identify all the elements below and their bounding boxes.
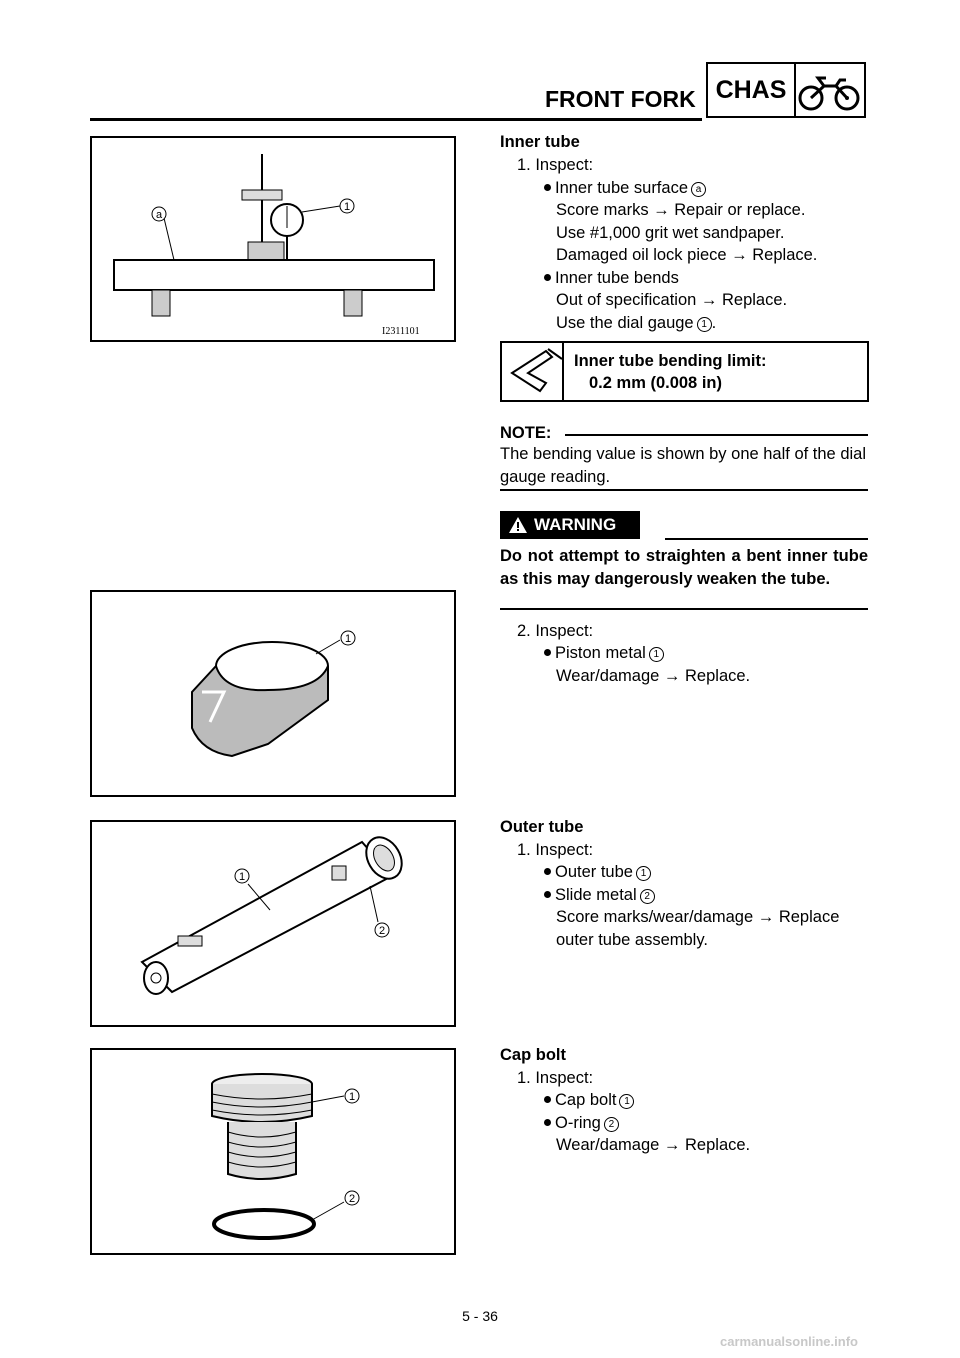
spec-divider — [562, 343, 564, 400]
piston-step2: 2. Inspect: — [517, 622, 594, 640]
outer-tube-line1: Score marks/wear/damage → Replace — [556, 908, 840, 926]
callout-1: 1 — [636, 866, 651, 881]
header-rule — [90, 118, 702, 121]
piston-line1: Wear/damage → Replace. — [556, 667, 751, 685]
figure-callout-2: 2 — [378, 925, 386, 937]
figure-outer-tube — [90, 820, 456, 1027]
inner-tube-item-a: Inner tube surface a — [544, 177, 706, 200]
spec-box — [500, 341, 869, 402]
caliper-icon — [506, 347, 564, 397]
figure-callout-2: 2 — [348, 1193, 356, 1205]
note-rule-bottom — [500, 489, 868, 491]
spec-label: Inner tube bending limit: — [574, 352, 767, 370]
section-badge — [706, 62, 866, 118]
bullet-icon — [544, 868, 551, 875]
warning-rule-bottom — [500, 608, 868, 610]
page-number: 5 - 36 — [462, 1308, 498, 1324]
page-title: FRONT FORK — [545, 86, 696, 112]
callout-1: 1 — [649, 647, 664, 662]
cap-bolt-line1: Wear/damage → Replace. — [556, 1136, 751, 1154]
callout-a: a — [691, 182, 706, 197]
figure-callout-1: 1 — [238, 871, 246, 883]
figure-piston-metal — [90, 590, 456, 797]
figure-cap-bolt — [90, 1048, 456, 1255]
inner-tube-step1: 1. Inspect: — [517, 156, 594, 174]
warning-triangle-icon — [508, 516, 528, 534]
outer-tube-item2: Slide metal 2 — [544, 884, 655, 907]
bullet-icon — [544, 649, 551, 656]
outer-tube-line2: outer tube assembly. — [556, 931, 708, 949]
outer-tube-item1: Outer tube 1 — [544, 861, 651, 884]
warning-badge — [500, 511, 640, 539]
bullet-icon — [544, 1096, 551, 1103]
section-code: CHAS — [708, 64, 796, 116]
callout-1: 1 — [697, 317, 712, 332]
bullet-icon — [544, 891, 551, 898]
warning-rule-top — [665, 538, 868, 540]
figure-callout-1: 1 — [344, 633, 352, 645]
warning-label: WARNING — [534, 515, 617, 534]
inner-tube-line5: Use the dial gauge 1 . — [556, 314, 717, 332]
outer-tube-heading: Outer tube — [500, 818, 584, 836]
callout-1: 1 — [619, 1094, 634, 1109]
figure-inner-tube — [90, 136, 456, 342]
inner-tube-line3: Damaged oil lock piece → Replace. — [556, 246, 818, 264]
cap-bolt-heading: Cap bolt — [500, 1046, 566, 1064]
inner-tube-line1: Score marks → Repair or replace. — [556, 201, 806, 219]
figure-callout-1: 1 — [348, 1091, 356, 1103]
note-text: The bending value is shown by one half of the dial gauge reading. — [500, 445, 866, 486]
cap-bolt-step1: 1. Inspect: — [517, 1069, 594, 1087]
figure-callout-a: a — [155, 209, 163, 221]
bullet-icon — [544, 274, 551, 281]
motorcycle-icon — [796, 66, 864, 116]
inner-tube-heading: Inner tube — [500, 133, 580, 151]
note-label: NOTE: — [500, 424, 552, 442]
figure-callout-1: 1 — [343, 201, 351, 213]
note-rule-top — [565, 434, 868, 436]
callout-2: 2 — [604, 1117, 619, 1132]
bullet-icon — [544, 184, 551, 191]
inner-tube-item-b: Inner tube bends — [544, 267, 679, 290]
spec-value: 0.2 mm (0.008 in) — [589, 374, 722, 392]
cap-bolt-item2: O-ring 2 — [544, 1112, 619, 1135]
cap-bolt-item1: Cap bolt 1 — [544, 1089, 634, 1112]
inner-tube-line4: Out of specification → Replace. — [556, 291, 788, 309]
watermark: carmanualsonline.info — [720, 1334, 858, 1349]
warning-text: Do not attempt to straighten a bent inner tube as this may dangerously weaken the tube. — [500, 547, 868, 588]
inner-tube-line2: Use #1,000 grit wet sandpaper. — [556, 224, 785, 242]
bullet-icon — [544, 1119, 551, 1126]
piston-item: Piston metal 1 — [544, 642, 664, 665]
callout-2: 2 — [640, 889, 655, 904]
figure-code: I2311101 — [382, 326, 420, 337]
outer-tube-step1: 1. Inspect: — [517, 841, 594, 859]
